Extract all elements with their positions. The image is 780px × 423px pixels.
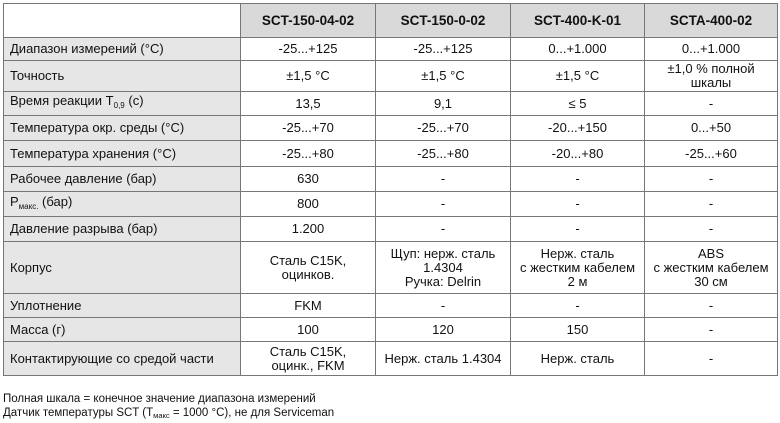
value-cell: -25...+125 [241,38,376,61]
value-cell: FKM [241,294,376,318]
value-cell: 800 [241,192,376,217]
value-cell: Нерж. сталь 1.4304 [376,342,511,376]
column-header: SCT-400-K-01 [511,4,645,38]
row-label: Температура окр. среды (°C) [4,116,241,141]
footnote-full-scale: Полная шкала = конечное значение диапазона измерений [3,393,316,405]
value-cell: - [376,192,511,217]
value-cell: -25...+80 [376,141,511,167]
column-header: SCT-150-04-02 [241,4,376,38]
value-cell: - [645,342,778,376]
value-cell: - [376,294,511,318]
value-cell: - [511,217,645,242]
value-cell: Нерж. сталь [511,342,645,376]
value-cell: Нерж. сталь с жестким кабелем 2 м [511,242,645,294]
row-label: Точность [4,61,241,92]
value-cell: 13,5 [241,92,376,116]
value-cell: - [511,294,645,318]
row-label: Температура хранения (°C) [4,141,241,167]
row-label: Рабочее давление (бар) [4,167,241,192]
value-cell: - [376,217,511,242]
table-row [4,141,778,167]
value-cell: -20...+150 [511,116,645,141]
row-label: Время реакции $T_{0,9}$ (c) [4,92,241,116]
header-corner-cell [4,4,241,38]
value-cell: 0...+1.000 [645,38,778,61]
table-row [4,167,778,192]
value-cell: - [645,294,778,318]
table-row [4,116,778,141]
value-cell: -25...+80 [241,141,376,167]
value-cell: -25...+60 [645,141,778,167]
column-header: SCT-150-0-02 [376,4,511,38]
value-cell: 0...+50 [645,116,778,141]
row-label: Масса (г) [4,318,241,342]
table-row [4,342,778,376]
value-cell: 1.200 [241,217,376,242]
value-cell: Сталь C15K, оцинков. [241,242,376,294]
header-row [4,4,778,38]
value-cell: Щуп: нерж. сталь 1.4304 Ручка: Delrin [376,242,511,294]
value-cell: ABS с жестким кабелем 30 см [645,242,778,294]
row-label: Уплотнение [4,294,241,318]
value-cell: ±1,0 % полной шкалы [645,61,778,92]
table-row [4,92,778,116]
table-row [4,242,778,294]
table-row [4,318,778,342]
value-cell: 150 [511,318,645,342]
table-row [4,61,778,92]
value-cell: - [645,192,778,217]
value-cell: ±1,5 °C [376,61,511,92]
value-cell: ±1,5 °C [511,61,645,92]
value-cell: 0...+1.000 [511,38,645,61]
value-cell: -25...+70 [241,116,376,141]
value-cell: - [511,192,645,217]
row-label: $P_{макс.}$ (бар) [4,192,241,217]
value-cell: - [645,318,778,342]
value-cell: ±1,5 °C [241,61,376,92]
table-row [4,192,778,217]
value-cell: 630 [241,167,376,192]
value-cell: - [645,217,778,242]
spec-table [3,3,778,376]
value-cell: Сталь C15K, оцинк., FKM [241,342,376,376]
table-row [4,294,778,318]
row-label: Диапазон измерений (°C) [4,38,241,61]
value-cell: -25...+70 [376,116,511,141]
value-cell: ≤ 5 [511,92,645,116]
footnote-sct-sensor: Датчик температуры SCT ($T_{макс} = 1000$ °C), не для Serviceman [3,407,335,420]
column-header: SCTA-400-02 [645,4,778,38]
footnotes [3,392,334,423]
value-cell: 100 [241,318,376,342]
value-cell: 120 [376,318,511,342]
table-row [4,38,778,61]
row-label: Контактирующие со средой части [4,342,241,376]
table-row [4,217,778,242]
row-label: Давление разрыва (бар) [4,217,241,242]
value-cell: -20...+80 [511,141,645,167]
value-cell: - [645,167,778,192]
value-cell: - [645,92,778,116]
value-cell: - [376,167,511,192]
value-cell: - [511,167,645,192]
value-cell: 9,1 [376,92,511,116]
row-label: Корпус [4,242,241,294]
value-cell: -25...+125 [376,38,511,61]
